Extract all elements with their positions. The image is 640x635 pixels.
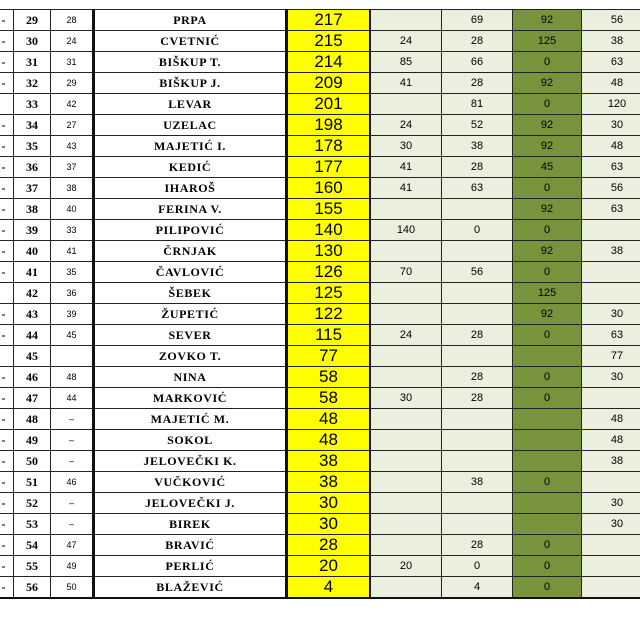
rank-cell: 31 xyxy=(14,52,51,73)
previous-rank-cell: – xyxy=(51,514,94,535)
round-1-points-cell xyxy=(370,535,442,556)
table-row xyxy=(0,262,640,283)
round-1-points-cell xyxy=(370,94,442,115)
rank-cell: 45 xyxy=(14,346,51,367)
round-1-points-cell xyxy=(370,283,442,304)
table-row xyxy=(0,514,640,535)
round-1-points-cell xyxy=(370,472,442,493)
round-1-points-cell xyxy=(370,367,442,388)
row-marker: - xyxy=(0,325,14,346)
table-row xyxy=(0,409,640,430)
rank-cell: 43 xyxy=(14,304,51,325)
rank-cell: 29 xyxy=(14,10,51,31)
round-3-points-cell: 0 xyxy=(513,325,582,346)
round-3-points-cell: 0 xyxy=(513,535,582,556)
total-points-cell: 126 xyxy=(287,262,371,283)
round-3-points-cell: 92 xyxy=(513,73,582,94)
round-1-points-cell: 140 xyxy=(370,220,442,241)
previous-rank-cell: 41 xyxy=(51,241,94,262)
player-name-cell: JELOVEČKI K. xyxy=(94,451,287,472)
previous-rank-cell: 48 xyxy=(51,367,94,388)
total-points-cell: 38 xyxy=(287,472,371,493)
player-name-cell: IHAROŠ xyxy=(94,178,287,199)
previous-rank-cell: 37 xyxy=(51,157,94,178)
table-row xyxy=(0,31,640,52)
round-1-points-cell xyxy=(370,430,442,451)
round-1-points-cell xyxy=(370,241,442,262)
previous-rank-cell: 27 xyxy=(51,115,94,136)
rank-cell: 50 xyxy=(14,451,51,472)
row-marker: - xyxy=(0,73,14,94)
previous-rank-cell: 28 xyxy=(51,10,94,31)
row-marker: - xyxy=(0,178,14,199)
round-4-points-cell: 48 xyxy=(582,73,640,94)
total-points-cell: 155 xyxy=(287,199,371,220)
total-points-cell: 177 xyxy=(287,157,371,178)
total-points-cell: 28 xyxy=(287,535,371,556)
round-1-points-cell xyxy=(370,493,442,514)
round-4-points-cell: 30 xyxy=(582,304,640,325)
round-4-points-cell: 77 xyxy=(582,346,640,367)
round-1-points-cell: 30 xyxy=(370,388,442,409)
table-row xyxy=(0,283,640,304)
round-4-points-cell: 30 xyxy=(582,367,640,388)
row-marker: - xyxy=(0,157,14,178)
total-points-cell: 38 xyxy=(287,451,371,472)
round-3-points-cell: 0 xyxy=(513,577,582,599)
previous-rank-cell: 40 xyxy=(51,199,94,220)
previous-rank-cell: 29 xyxy=(51,73,94,94)
table-row xyxy=(0,10,640,31)
round-1-points-cell: 24 xyxy=(370,31,442,52)
row-marker: - xyxy=(0,556,14,577)
round-4-points-cell xyxy=(582,283,640,304)
previous-rank-cell xyxy=(51,346,94,367)
row-marker: - xyxy=(0,115,14,136)
table-row xyxy=(0,52,640,73)
round-2-points-cell: 28 xyxy=(442,388,513,409)
player-name-cell: VUČKOVIĆ xyxy=(94,472,287,493)
round-4-points-cell xyxy=(582,535,640,556)
previous-rank-cell: 44 xyxy=(51,388,94,409)
total-points-cell: 217 xyxy=(287,10,371,31)
previous-rank-cell: 33 xyxy=(51,220,94,241)
rank-cell: 42 xyxy=(14,283,51,304)
round-4-points-cell: 38 xyxy=(582,451,640,472)
round-2-points-cell xyxy=(442,304,513,325)
player-name-cell: FERINA V. xyxy=(94,199,287,220)
total-points-cell: 178 xyxy=(287,136,371,157)
total-points-cell: 30 xyxy=(287,514,371,535)
round-4-points-cell xyxy=(582,388,640,409)
previous-rank-cell: 38 xyxy=(51,178,94,199)
table-row xyxy=(0,346,640,367)
total-points-cell: 201 xyxy=(287,94,371,115)
rank-cell: 34 xyxy=(14,115,51,136)
round-3-points-cell xyxy=(513,451,582,472)
player-name-cell: MAJETIĆ M. xyxy=(94,409,287,430)
previous-rank-cell: 31 xyxy=(51,52,94,73)
standings-table xyxy=(0,9,640,599)
player-name-cell: ČAVLOVIĆ xyxy=(94,262,287,283)
row-marker: - xyxy=(0,136,14,157)
round-3-points-cell: 92 xyxy=(513,199,582,220)
round-4-points-cell: 48 xyxy=(582,430,640,451)
round-3-points-cell: 45 xyxy=(513,157,582,178)
round-3-points-cell: 0 xyxy=(513,178,582,199)
player-name-cell: PRPA xyxy=(94,10,287,31)
round-3-points-cell: 0 xyxy=(513,52,582,73)
player-name-cell: MAJETIĆ I. xyxy=(94,136,287,157)
row-marker: - xyxy=(0,577,14,599)
round-1-points-cell xyxy=(370,514,442,535)
table-row xyxy=(0,115,640,136)
player-name-cell: MARKOVIĆ xyxy=(94,388,287,409)
round-4-points-cell xyxy=(582,472,640,493)
player-name-cell: ZOVKO T. xyxy=(94,346,287,367)
round-3-points-cell: 0 xyxy=(513,556,582,577)
round-2-points-cell: 0 xyxy=(442,220,513,241)
round-2-points-cell: 28 xyxy=(442,157,513,178)
rank-cell: 41 xyxy=(14,262,51,283)
round-3-points-cell xyxy=(513,493,582,514)
round-2-points-cell: 4 xyxy=(442,577,513,599)
total-points-cell: 115 xyxy=(287,325,371,346)
player-name-cell: BIŠKUP T. xyxy=(94,52,287,73)
table-row xyxy=(0,325,640,346)
round-2-points-cell xyxy=(442,451,513,472)
rank-cell: 36 xyxy=(14,157,51,178)
previous-rank-cell: 35 xyxy=(51,262,94,283)
row-marker: - xyxy=(0,472,14,493)
round-1-points-cell: 41 xyxy=(370,157,442,178)
round-2-points-cell xyxy=(442,283,513,304)
round-2-points-cell: 52 xyxy=(442,115,513,136)
table-row xyxy=(0,535,640,556)
round-4-points-cell: 63 xyxy=(582,157,640,178)
round-2-points-cell xyxy=(442,514,513,535)
row-marker: - xyxy=(0,31,14,52)
total-points-cell: 48 xyxy=(287,409,371,430)
round-2-points-cell: 63 xyxy=(442,178,513,199)
previous-rank-cell: 50 xyxy=(51,577,94,599)
rank-cell: 49 xyxy=(14,430,51,451)
round-2-points-cell: 28 xyxy=(442,535,513,556)
total-points-cell: 140 xyxy=(287,220,371,241)
table-row xyxy=(0,199,640,220)
total-points-cell: 20 xyxy=(287,556,371,577)
total-points-cell: 214 xyxy=(287,52,371,73)
total-points-cell: 48 xyxy=(287,430,371,451)
previous-rank-cell: 46 xyxy=(51,472,94,493)
player-name-cell: SEVER xyxy=(94,325,287,346)
round-3-points-cell: 0 xyxy=(513,220,582,241)
total-points-cell: 130 xyxy=(287,241,371,262)
round-4-points-cell xyxy=(582,577,640,599)
total-points-cell: 198 xyxy=(287,115,371,136)
rank-cell: 33 xyxy=(14,94,51,115)
round-1-points-cell: 85 xyxy=(370,52,442,73)
previous-rank-cell: – xyxy=(51,409,94,430)
round-1-points-cell xyxy=(370,304,442,325)
row-marker: - xyxy=(0,220,14,241)
round-2-points-cell: 0 xyxy=(442,556,513,577)
round-2-points-cell xyxy=(442,241,513,262)
round-2-points-cell: 28 xyxy=(442,31,513,52)
table-row xyxy=(0,472,640,493)
total-points-cell: 4 xyxy=(287,577,371,599)
rank-cell: 44 xyxy=(14,325,51,346)
round-4-points-cell: 30 xyxy=(582,115,640,136)
rank-cell: 46 xyxy=(14,367,51,388)
rank-cell: 39 xyxy=(14,220,51,241)
round-1-points-cell xyxy=(370,451,442,472)
table-row xyxy=(0,178,640,199)
table-row xyxy=(0,304,640,325)
previous-rank-cell: – xyxy=(51,451,94,472)
round-1-points-cell: 41 xyxy=(370,73,442,94)
round-3-points-cell: 92 xyxy=(513,136,582,157)
rank-cell: 35 xyxy=(14,136,51,157)
row-marker: - xyxy=(0,262,14,283)
round-4-points-cell: 56 xyxy=(582,178,640,199)
round-4-points-cell: 48 xyxy=(582,136,640,157)
round-1-points-cell xyxy=(370,346,442,367)
round-3-points-cell: 92 xyxy=(513,304,582,325)
rank-cell: 47 xyxy=(14,388,51,409)
rank-cell: 53 xyxy=(14,514,51,535)
rank-cell: 30 xyxy=(14,31,51,52)
table-row xyxy=(0,157,640,178)
total-points-cell: 209 xyxy=(287,73,371,94)
player-name-cell: PERLIĆ xyxy=(94,556,287,577)
table-row xyxy=(0,367,640,388)
round-1-points-cell xyxy=(370,10,442,31)
round-2-points-cell: 28 xyxy=(442,367,513,388)
round-3-points-cell: 92 xyxy=(513,115,582,136)
player-name-cell: BIŠKUP J. xyxy=(94,73,287,94)
rank-cell: 32 xyxy=(14,73,51,94)
standings-body xyxy=(0,10,640,599)
row-marker: - xyxy=(0,514,14,535)
previous-rank-cell: – xyxy=(51,430,94,451)
table-row xyxy=(0,220,640,241)
row-marker: - xyxy=(0,388,14,409)
round-2-points-cell: 56 xyxy=(442,262,513,283)
round-4-points-cell: 38 xyxy=(582,31,640,52)
player-name-cell: ČRNJAK xyxy=(94,241,287,262)
player-name-cell: PILIPOVIĆ xyxy=(94,220,287,241)
round-2-points-cell xyxy=(442,493,513,514)
row-marker: - xyxy=(0,10,14,31)
row-marker: - xyxy=(0,241,14,262)
table-row xyxy=(0,136,640,157)
total-points-cell: 77 xyxy=(287,346,371,367)
player-name-cell: ŽUPETIĆ xyxy=(94,304,287,325)
player-name-cell: LEVAR xyxy=(94,94,287,115)
round-4-points-cell: 63 xyxy=(582,199,640,220)
player-name-cell: KEDIĆ xyxy=(94,157,287,178)
total-points-cell: 122 xyxy=(287,304,371,325)
total-points-cell: 58 xyxy=(287,388,371,409)
player-name-cell: JELOVEČKI J. xyxy=(94,493,287,514)
round-1-points-cell xyxy=(370,577,442,599)
round-2-points-cell xyxy=(442,346,513,367)
round-3-points-cell: 125 xyxy=(513,31,582,52)
round-2-points-cell xyxy=(442,409,513,430)
round-2-points-cell xyxy=(442,199,513,220)
total-points-cell: 30 xyxy=(287,493,371,514)
round-2-points-cell: 28 xyxy=(442,73,513,94)
row-marker: - xyxy=(0,304,14,325)
previous-rank-cell: 49 xyxy=(51,556,94,577)
rank-cell: 55 xyxy=(14,556,51,577)
previous-rank-cell: 36 xyxy=(51,283,94,304)
table-row xyxy=(0,577,640,599)
round-4-points-cell: 56 xyxy=(582,10,640,31)
round-1-points-cell: 41 xyxy=(370,178,442,199)
table-row xyxy=(0,94,640,115)
previous-rank-cell: 47 xyxy=(51,535,94,556)
round-4-points-cell xyxy=(582,262,640,283)
rank-cell: 51 xyxy=(14,472,51,493)
rank-cell: 54 xyxy=(14,535,51,556)
rank-cell: 40 xyxy=(14,241,51,262)
round-2-points-cell: 38 xyxy=(442,472,513,493)
round-4-points-cell: 120 xyxy=(582,94,640,115)
row-marker xyxy=(0,283,14,304)
previous-rank-cell: 24 xyxy=(51,31,94,52)
round-1-points-cell: 70 xyxy=(370,262,442,283)
table-row xyxy=(0,556,640,577)
round-3-points-cell: 92 xyxy=(513,241,582,262)
total-points-cell: 125 xyxy=(287,283,371,304)
row-marker: - xyxy=(0,409,14,430)
round-4-points-cell xyxy=(582,556,640,577)
player-name-cell: BIREK xyxy=(94,514,287,535)
row-marker: - xyxy=(0,199,14,220)
round-1-points-cell: 24 xyxy=(370,325,442,346)
row-marker: - xyxy=(0,451,14,472)
round-2-points-cell: 69 xyxy=(442,10,513,31)
row-marker xyxy=(0,94,14,115)
round-3-points-cell: 0 xyxy=(513,367,582,388)
rank-cell: 48 xyxy=(14,409,51,430)
round-4-points-cell: 30 xyxy=(582,514,640,535)
previous-rank-cell: – xyxy=(51,493,94,514)
round-3-points-cell xyxy=(513,430,582,451)
round-2-points-cell: 38 xyxy=(442,136,513,157)
round-4-points-cell xyxy=(582,220,640,241)
round-2-points-cell: 28 xyxy=(442,325,513,346)
total-points-cell: 160 xyxy=(287,178,371,199)
round-3-points-cell: 0 xyxy=(513,94,582,115)
row-marker: - xyxy=(0,430,14,451)
table-row xyxy=(0,493,640,514)
table-row xyxy=(0,73,640,94)
round-2-points-cell: 66 xyxy=(442,52,513,73)
round-3-points-cell: 0 xyxy=(513,472,582,493)
round-4-points-cell: 38 xyxy=(582,241,640,262)
round-1-points-cell xyxy=(370,199,442,220)
round-3-points-cell: 92 xyxy=(513,10,582,31)
player-name-cell: UZELAC xyxy=(94,115,287,136)
round-1-points-cell: 20 xyxy=(370,556,442,577)
row-marker xyxy=(0,346,14,367)
round-4-points-cell: 63 xyxy=(582,52,640,73)
round-1-points-cell: 24 xyxy=(370,115,442,136)
rank-cell: 56 xyxy=(14,577,51,599)
player-name-cell: NINA xyxy=(94,367,287,388)
player-name-cell: CVETNIĆ xyxy=(94,31,287,52)
rank-cell: 52 xyxy=(14,493,51,514)
round-3-points-cell xyxy=(513,514,582,535)
row-marker: - xyxy=(0,52,14,73)
round-4-points-cell: 30 xyxy=(582,493,640,514)
round-2-points-cell xyxy=(442,430,513,451)
row-marker: - xyxy=(0,535,14,556)
round-4-points-cell: 63 xyxy=(582,325,640,346)
round-3-points-cell: 0 xyxy=(513,262,582,283)
table-row xyxy=(0,430,640,451)
table-row xyxy=(0,388,640,409)
round-3-points-cell: 125 xyxy=(513,283,582,304)
player-name-cell: BLAŽEVIĆ xyxy=(94,577,287,599)
previous-rank-cell: 39 xyxy=(51,304,94,325)
round-1-points-cell xyxy=(370,409,442,430)
rank-cell: 38 xyxy=(14,199,51,220)
round-4-points-cell: 48 xyxy=(582,409,640,430)
round-3-points-cell: 0 xyxy=(513,388,582,409)
rank-cell: 37 xyxy=(14,178,51,199)
row-marker: - xyxy=(0,493,14,514)
previous-rank-cell: 43 xyxy=(51,136,94,157)
previous-rank-cell: 42 xyxy=(51,94,94,115)
round-3-points-cell xyxy=(513,346,582,367)
total-points-cell: 58 xyxy=(287,367,371,388)
total-points-cell: 215 xyxy=(287,31,371,52)
round-1-points-cell: 30 xyxy=(370,136,442,157)
table-row xyxy=(0,451,640,472)
player-name-cell: SOKOL xyxy=(94,430,287,451)
player-name-cell: BRAVIĆ xyxy=(94,535,287,556)
row-marker: - xyxy=(0,367,14,388)
player-name-cell: ŠEBEK xyxy=(94,283,287,304)
table-row xyxy=(0,241,640,262)
round-2-points-cell: 81 xyxy=(442,94,513,115)
round-3-points-cell xyxy=(513,409,582,430)
previous-rank-cell: 45 xyxy=(51,325,94,346)
